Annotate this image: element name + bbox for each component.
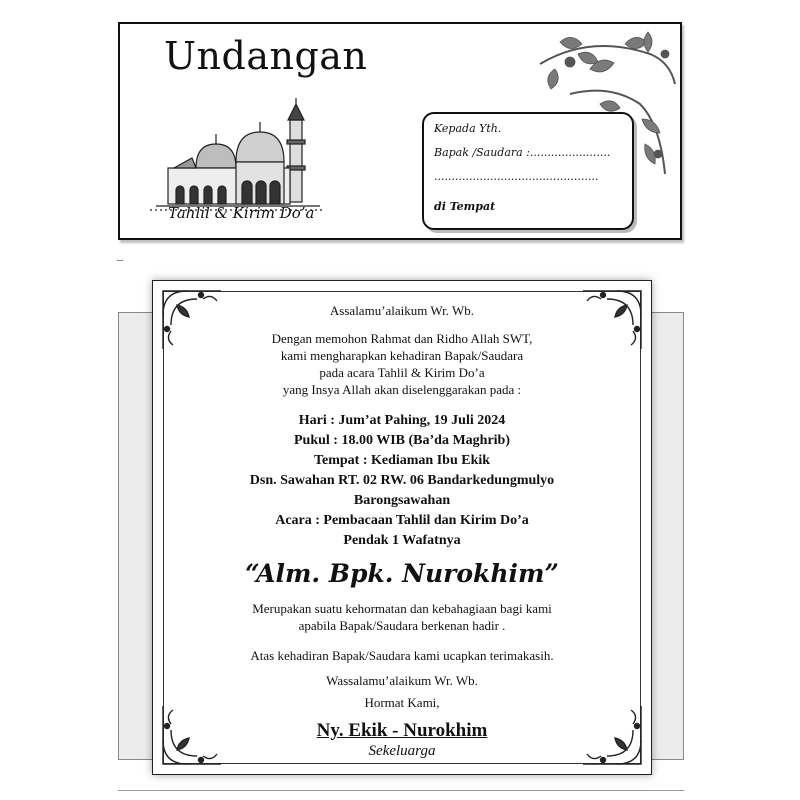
- thanks-line: Atas kehadiran Bapak/Saudara kami ucapkan terimakasih.: [250, 648, 554, 663]
- greeting: Assalamu’alaikum Wr. Wb.: [329, 303, 475, 318]
- address-place-label: di Tempat: [434, 200, 496, 213]
- envelope-title: Undangan: [164, 34, 368, 78]
- address-blank-line: ...............................................: [434, 170, 599, 183]
- event-day: Hari : Jum’at Pahing, 19 Juli 2024: [298, 413, 506, 428]
- signature-family: Sekeluarga: [368, 743, 436, 759]
- closing-line: Merupakan suatu kehormatan dan kebahagiaan bagi kami: [252, 601, 552, 616]
- intro-line: kami mengharapkan kehadiran Bapak/Saudara: [280, 348, 524, 363]
- envelope: [118, 22, 682, 240]
- address-box: [422, 112, 634, 230]
- event-time: Pukul : 18.00 WIB (Ba’da Maghrib): [294, 433, 510, 448]
- intro-line: pada acara Tahlil & Kirim Do’a: [319, 365, 485, 380]
- mosque-illustration-icon: [148, 96, 328, 214]
- envelope-subtitle: Tahlil & Kirim Do’a: [168, 204, 315, 222]
- event-agenda-note: Pendak 1 Wafatnya: [343, 533, 461, 548]
- event-agenda: Acara : Pembacaan Tahlil dan Kirim Do’a: [275, 513, 529, 528]
- deceased-name: “Alm. Bpk. Nurokhim”: [245, 559, 559, 588]
- regards-label: Hormat Kami,: [364, 695, 440, 710]
- intro-line: Dengan memohon Rahmat dan Ridho Allah SWT,: [271, 331, 533, 346]
- invitation-card: [152, 280, 652, 775]
- signature-name: Ny. Ekik - Nurokhim: [316, 720, 488, 741]
- address-to-label: Kepada Yth.: [434, 122, 502, 135]
- closing-line: apabila Bapak/Saudara berkenan hadir .: [298, 618, 506, 633]
- bottom-divider: [118, 790, 684, 791]
- intro-line: yang Insya Allah akan diselenggarakan pada :: [282, 382, 522, 397]
- farewell-greeting: Wassalamu’alaikum Wr. Wb.: [326, 673, 478, 688]
- event-address-village: Barongsawahan: [353, 493, 451, 508]
- separator-mark: –: [117, 252, 123, 266]
- address-recipient-line: Bapak /Saudara :.......................: [434, 146, 611, 159]
- event-address: Dsn. Sawahan RT. 02 RW. 06 Bandarkedungmulyo: [249, 473, 555, 488]
- event-place: Tempat : Kediaman Ibu Ekik: [313, 453, 491, 468]
